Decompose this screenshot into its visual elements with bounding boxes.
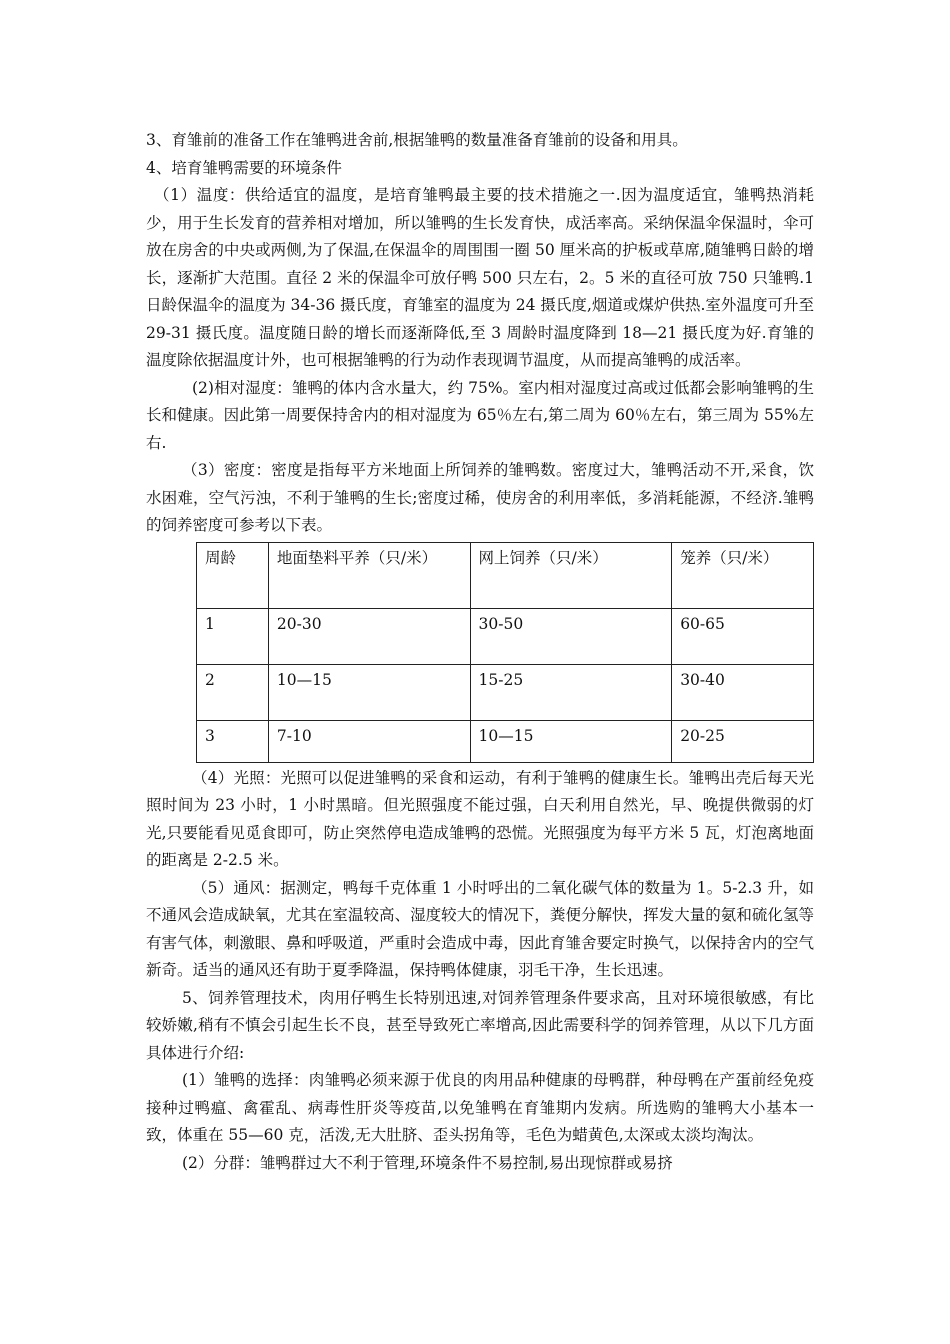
paragraph-ventilation: （5）通风：据测定，鸭每千克体重 1 小时呼出的二氧化碳气体的数量为 1。5-2.3 升，如不通风会造成缺氧，尤其在室温较高、湿度较大的情况下，粪便分解快，挥发大量的氨和硫化氢等有害气体，刺激眼、鼻和呼吸道，严重时会造成中毒，因此育雏舍要定时换气，以保持舍内的空气新奇。适当的通风还有助于夏季降温，保持鸭体健康，羽毛干净，生长迅速。 xyxy=(146,878,814,979)
table-cell: 2 xyxy=(197,664,269,720)
table-cell: 10—15 xyxy=(470,720,672,762)
table-header-cell: 周龄 xyxy=(197,542,269,608)
table-cell: 3 xyxy=(197,720,269,762)
table-header-row xyxy=(197,542,814,608)
table-header-cell: 地面垫料平养（只/米） xyxy=(268,542,470,608)
paragraph-preparation: 3、育雏前的准备工作在雏鸭进舍前,根据雏鸭的数量准备育雏前的设备和用具。 xyxy=(146,131,688,149)
table-cell: 60-65 xyxy=(672,608,814,664)
table-header-cell: 网上饲养（只/米） xyxy=(470,542,672,608)
density-table xyxy=(196,542,814,763)
paragraph-temperature: （1）温度：供给适宜的温度，是培育雏鸭最主要的技术措施之一.因为温度适宜，雏鸭热消耗少，用于生长发育的营养相对增加，所以雏鸭的生长发育快，成活率高。采纳保温伞保温时，伞可放在房舍的中央或两侧,为了保温,在保温伞的周围围一圈 50 厘米高的护板或草席,随雏鸭日龄的增长，逐渐扩大范围。直径 2 米的保温伞可放仔鸭 500 只左右，2。5 米的直径可放 750 只雏鸭.1 日龄保温伞的温度为 34-36 摄氏度，育雏室的温度为 24 摄氏度,烟道或煤炉供热.室外温度可升至 29-31 摄氏度。温度随日龄的增长而逐渐降低,至 3 周龄时温度降到 18—21 摄氏度为好.育雏的温度除依据温度计外，也可根据雏鸭的行为动作表现调节温度，从而提高雏鸭的成活率。 xyxy=(146,186,814,369)
table-cell: 1 xyxy=(197,608,269,664)
paragraph-grouping: (2）分群：雏鸭群过大不利于管理,环境条件不易控制,易出现惊群或易挤 xyxy=(182,1153,673,1172)
table-row xyxy=(197,608,814,664)
paragraph-humidity: (2)相对湿度：雏鸭的体内含水量大，约 75%。室内相对湿度过高或过低都会影响雏鸭的生长和健康。因此第一周要保持舍内的相对湿度为 65％左右,第二周为 60％左右，第三周为 55%左右. xyxy=(146,378,814,452)
table-cell: 10—15 xyxy=(268,664,470,720)
table-row xyxy=(197,720,814,762)
table-row xyxy=(197,664,814,720)
document-body xyxy=(146,127,814,1177)
paragraph-selection: (1）雏鸭的选择：肉雏鸭必须来源于优良的肉用品种健康的母鸭群，种母鸭在产蛋前经免疫接种过鸭瘟、禽霍乱、病毒性肝炎等疫苗,以免雏鸭在育雏期内发病。所选购的雏鸭大小基本一致，体重在 55—60 克，活泼,无大肚脐、歪头拐角等，毛色为蜡黄色,太深或太淡均淘汰。 xyxy=(146,1071,814,1144)
table-cell: 30-50 xyxy=(470,608,672,664)
table-header-cell: 笼养（只/米） xyxy=(672,542,814,608)
table-cell: 20-25 xyxy=(672,720,814,762)
table-cell: 20-30 xyxy=(268,608,470,664)
table-cell: 15-25 xyxy=(470,664,672,720)
table-cell: 7-10 xyxy=(268,720,470,762)
paragraph-management: 5、饲养管理技术，肉用仔鸭生长特别迅速,对饲养管理条件要求高，且对环境很敏感，有比较娇嫩,稍有不慎会引起生长不良，甚至导致死亡率增高,因此需要科学的饲养管理，从以下几方面具体进行介绍: xyxy=(146,988,814,1062)
paragraph-lighting: （4）光照：光照可以促进雏鸭的采食和运动，有利于雏鸭的健康生长。雏鸭出壳后每天光照时间为 23 小时，1 小时黑暗。但光照强度不能过强，白天利用自然光，早、晚提供微弱的灯光,只要能看见觅食即可，防止突然停电造成雏鸭的恐慌。光照强度为每平方米 5 瓦，灯泡离地面的距离是 2-2.5 米。 xyxy=(146,768,814,869)
paragraph-density: （3）密度：密度是指每平方米地面上所饲养的雏鸭数。密度过大，雏鸭活动不开,采食，饮水困难，空气污浊，不利于雏鸭的生长;密度过稀，使房舍的利用率低，多消耗能源，不经济.雏鸭的饲养密度可参考以下表。 xyxy=(146,461,814,534)
table-cell: 30-40 xyxy=(672,664,814,720)
section-heading-environment: 4、培育雏鸭需要的环境条件 xyxy=(146,158,342,177)
